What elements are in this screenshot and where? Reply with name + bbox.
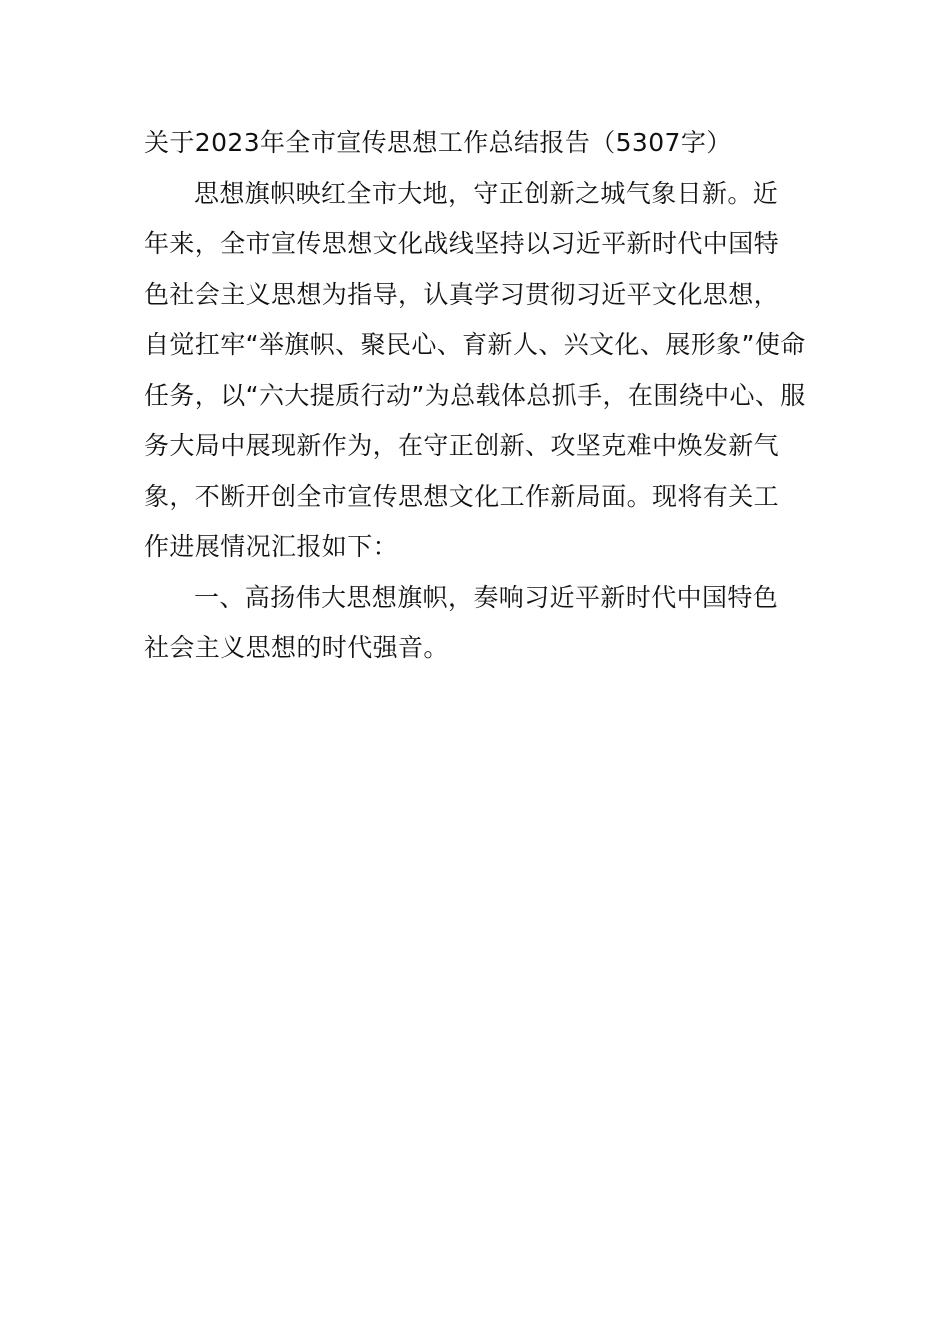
paragraph-intro [144, 169, 806, 573]
section-heading-line: 社会主义思想的时代强音。 [144, 633, 449, 662]
paragraph-line: 象，不断开创全市宣传思想文化工作新局面。现将有关工 [144, 481, 780, 511]
document-title: 关于2023年全市宣传思想工作总结报告（5307字） [144, 128, 732, 157]
paragraph-line: 自觉扛牢“举旗帜、聚民心、育新人、兴文化、展形象”使命 [144, 330, 806, 359]
paragraph-line: 作进展情况汇报如下： [144, 532, 399, 561]
section-heading-one [144, 573, 806, 674]
paragraph-line: 年来，全市宣传思想文化战线坚持以习近平新时代中国特 [144, 229, 780, 258]
paragraph-line: 务大局中展现新作为，在守正创新、攻坚克难中焕发新气 [144, 431, 780, 460]
paragraph-line: 思想旗帜映红全市大地，守正创新之城气象日新。近 [194, 178, 779, 208]
section-heading-line: 一、高扬伟大思想旗帜，奏响习近平新时代中国特色 [194, 582, 779, 612]
document-body [144, 118, 806, 674]
paragraph-line: 任务，以“六大提质行动”为总载体总抓手，在围绕中心、服 [144, 380, 806, 410]
paragraph-line: 色社会主义思想为指导，认真学习贯彻习近平文化思想， [144, 279, 780, 309]
